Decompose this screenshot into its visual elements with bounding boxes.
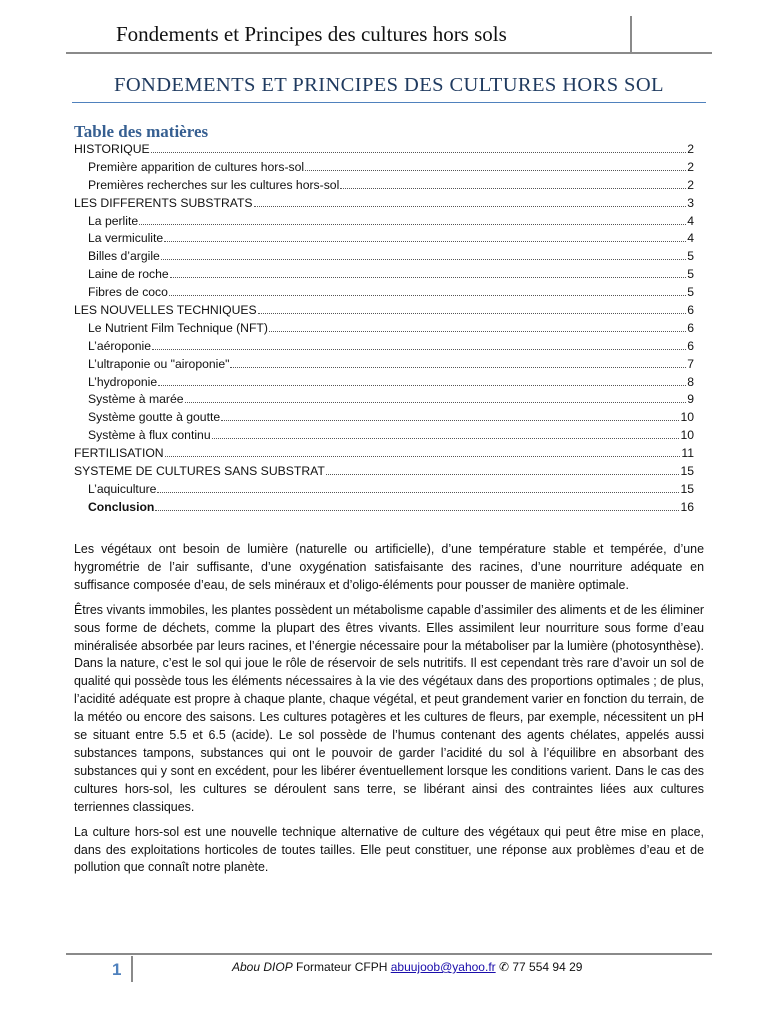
page-number: 1 — [112, 960, 122, 979]
toc-entry[interactable] — [74, 392, 694, 410]
toc-entry-label: Laine de roche — [88, 267, 169, 282]
toc-entry[interactable] — [74, 357, 694, 375]
footer-role: Formateur CFPH — [292, 960, 391, 974]
body-text — [74, 541, 704, 884]
toc-entry-label: Conclusion — [88, 499, 155, 514]
footer-vertical-rule — [131, 956, 133, 982]
toc-dot-leader — [152, 340, 686, 350]
toc-entry-page: 7 — [687, 356, 694, 371]
toc-entry-label: LES NOUVELLES TECHNIQUES — [74, 303, 257, 318]
toc-dot-leader — [221, 411, 679, 421]
toc-entry-label: LES DIFFERENTS SUBSTRATS — [74, 195, 253, 210]
toc-entry[interactable] — [74, 142, 694, 160]
toc-entry-page: 4 — [687, 213, 694, 228]
toc-entry-label: L’hydroponie — [88, 374, 158, 389]
toc-dot-leader — [254, 197, 687, 207]
toc-dot-leader — [185, 393, 687, 403]
body-paragraph: La culture hors-sol est une nouvelle technique alternative de culture des végétaux qui peut être mise en place, dans des exploitations horticoles de toutes tailles. Elle peut constituer, une réponse aux problèmes d’eau et de pollution que connaît notre planète. — [74, 824, 704, 875]
footer-rule — [66, 953, 712, 955]
toc-dot-leader — [340, 179, 686, 189]
toc-entry-label: Le Nutrient Film Technique (NFT) — [88, 320, 268, 335]
toc-entry-page: 8 — [687, 374, 694, 389]
toc-entry-page: 10 — [680, 428, 694, 443]
footer-author: Abou DIOP — [232, 960, 293, 974]
toc-dot-leader — [212, 429, 680, 439]
toc-entry-page: 5 — [687, 249, 694, 264]
toc-dot-leader — [230, 358, 686, 368]
toc-entry-page: 2 — [687, 142, 694, 156]
toc-entry-label: FERTILISATION — [74, 446, 164, 461]
toc-entry[interactable] — [74, 321, 694, 339]
toc-entry[interactable] — [74, 303, 694, 321]
toc-entry-label: Fibres de coco — [88, 285, 168, 300]
toc-entry-page: 4 — [687, 231, 694, 246]
toc-entry[interactable] — [74, 482, 694, 500]
toc-entry[interactable] — [74, 339, 694, 357]
toc-entry[interactable] — [74, 500, 694, 518]
toc-entry-page: 6 — [687, 303, 694, 318]
toc-dot-leader — [164, 232, 686, 242]
header-vertical-rule — [630, 16, 632, 52]
toc-entry-page: 6 — [687, 338, 694, 353]
toc-entry-label: L’aquiculture — [88, 481, 157, 496]
toc-entry[interactable] — [74, 410, 694, 428]
toc-dot-leader — [269, 322, 686, 332]
toc-entry[interactable] — [74, 231, 694, 249]
toc-entry[interactable] — [74, 178, 694, 196]
toc-entry-label: Premières recherches sur les cultures hors-sol — [88, 177, 340, 192]
toc-dot-leader — [305, 161, 686, 171]
toc-entry-page: 15 — [680, 481, 694, 496]
toc-entry-page: 2 — [687, 177, 694, 192]
toc-entry[interactable] — [74, 196, 694, 214]
toc-entry-label: Système goutte à goutte — [88, 410, 221, 425]
toc-entry[interactable] — [74, 428, 694, 446]
toc-dot-leader — [157, 483, 679, 493]
footer-contact — [232, 960, 582, 974]
toc-heading: Table des matières — [74, 122, 209, 141]
toc-dot-leader — [158, 376, 686, 386]
toc-entry-label: SYSTEME DE CULTURES SANS SUBSTRAT — [74, 464, 325, 479]
toc-entry-label: La vermiculite — [88, 231, 164, 246]
toc-entry-page: 6 — [687, 320, 694, 335]
toc-dot-leader — [258, 304, 687, 314]
toc-entry-label: Système à marée — [88, 392, 184, 407]
toc-entry-label: L’ultraponie ou "airoponie" — [88, 356, 230, 371]
toc-entry[interactable] — [74, 464, 694, 482]
toc-dot-leader — [151, 143, 687, 153]
toc-dot-leader — [155, 501, 679, 511]
toc-entry-label: L’aéroponie — [88, 338, 152, 353]
toc-entry-label: La perlite — [88, 213, 139, 228]
toc-entry-page: 5 — [687, 285, 694, 300]
toc-entry[interactable] — [74, 214, 694, 232]
toc-entry[interactable] — [74, 267, 694, 285]
toc-entry-page: 11 — [681, 446, 694, 461]
title-underline — [72, 102, 706, 103]
toc-entry-page: 10 — [680, 410, 694, 425]
toc-entry-page: 5 — [687, 267, 694, 282]
toc-entry-page: 16 — [680, 499, 694, 514]
document-title: FONDEMENTS ET PRINCIPES DES CULTURES HORS SOL — [114, 74, 664, 96]
footer-email-link[interactable]: abuujoob@yahoo.fr — [390, 960, 496, 974]
body-paragraph: Êtres vivants immobiles, les plantes possèdent un métabolisme capable d’assimiler des aliments et de les éliminer sous forme de déchets, comme la plupart des êtres vivants. Elles assimilent leur nourriture sous forme d’eau minéralisée absorbée par leurs racines, et l’énergie nécessaire pour la métaboliser par la lumière (photosynthèse). Dans la nature, c’est le sol qui joue le rôle de réservoir de sels nutritifs. Il est cependant très rare d’avoir un sol de qualité qui possède tous les éléments nécessaires à la vie des végétaux dans des proportions optimales ; de plus, l’acidité adéquate est propre à chaque plante, chaque végétal, et peut grandement varier en fonction du terrain, de la météo ou encore des saisons. Les cultures potagères et les cultures de fleurs, par exemple, nécessitent un pH se situant entre 5.5 et 6.5 (acide). Le sol possède de l’humus contenant des agents chélates, appelés aussi substances tampons, substances qui ont le pouvoir de garder l’acidité du sol à l’équilibre en absorbant des substances qui y sont en excédent, pour les libérer éventuellement lorsque les conditions varient. Dans le cas des cultures hors-sol, les cultures se déroulent sans terre, se libérant ainsi des contraintes liées aux cultures terriennes classiques. — [74, 602, 704, 814]
toc-entry-label: HISTORIQUE — [74, 142, 150, 156]
toc-entry[interactable] — [74, 446, 694, 464]
toc-dot-leader — [169, 286, 686, 296]
running-header-title: Fondements et Principes des cultures hors sols — [116, 22, 507, 46]
toc-entry-label: Première apparition de cultures hors-sol — [88, 159, 305, 174]
toc-entry-page: 3 — [687, 195, 694, 210]
toc-entry-page: 9 — [687, 392, 694, 407]
toc-entry-label: Système à flux continu — [88, 428, 211, 443]
toc-dot-leader — [139, 215, 686, 225]
toc-dot-leader — [326, 465, 680, 475]
running-header — [66, 20, 712, 54]
toc-dot-leader — [165, 447, 681, 457]
toc-entry[interactable] — [74, 375, 694, 393]
toc-entry-label: Billes d’argile — [88, 249, 160, 264]
table-of-contents — [74, 142, 694, 518]
toc-entry[interactable] — [74, 249, 694, 267]
toc-entry-page: 15 — [680, 464, 694, 479]
toc-entry-page: 2 — [687, 159, 694, 174]
toc-entry[interactable] — [74, 160, 694, 178]
toc-dot-leader — [170, 268, 687, 278]
body-paragraph: Les végétaux ont besoin de lumière (naturelle ou artificielle), d’une température stable et tempérée, d’une hygrométrie de l’air suffisante, d’une oxygénation satisfaisante des racines, d’une nourriture adéquate en suffisance composée d’eau, de sels minéraux et d’oligo-éléments pour pousser de manière optimale. — [74, 542, 704, 592]
toc-entry[interactable] — [74, 285, 694, 303]
footer-phone: ✆ 77 554 94 29 — [495, 960, 583, 974]
toc-dot-leader — [161, 250, 686, 260]
